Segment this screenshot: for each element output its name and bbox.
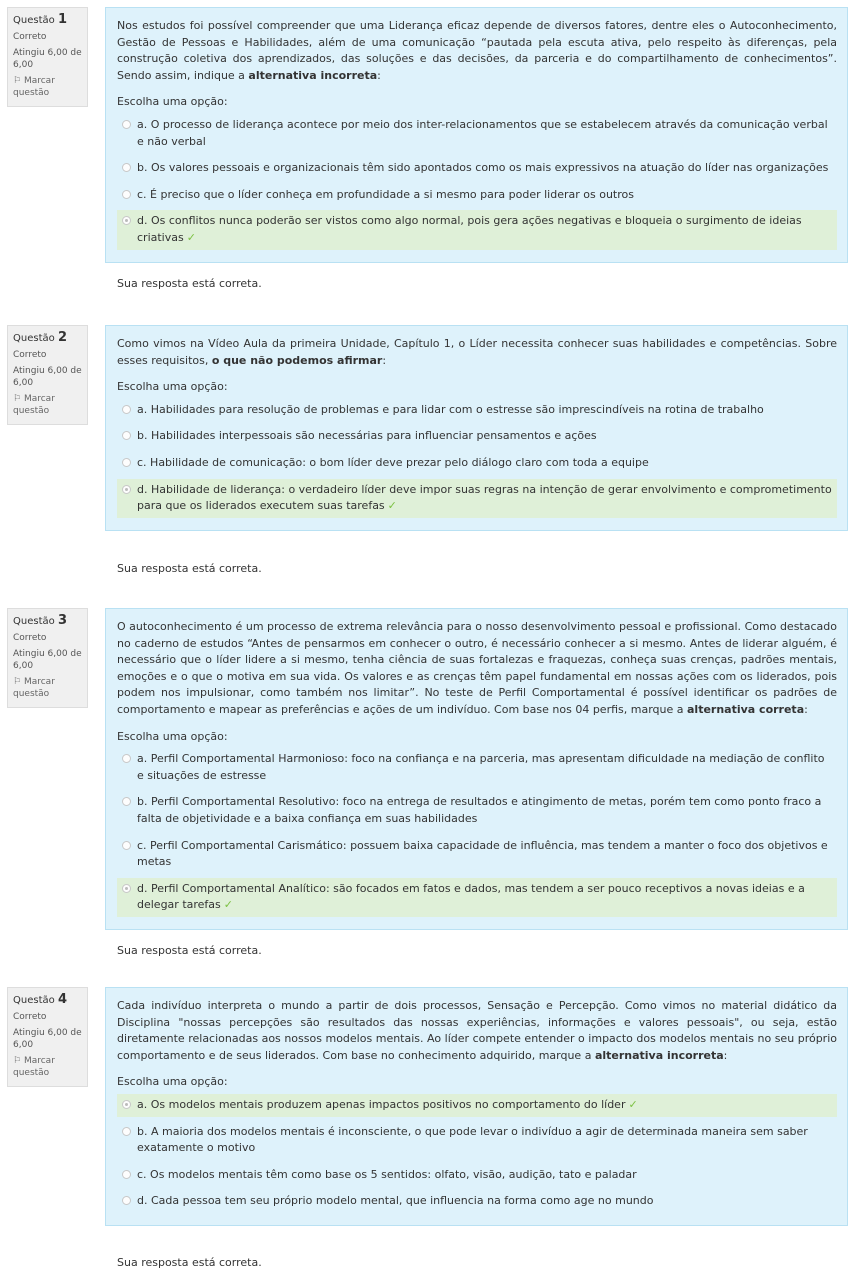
answer-option-a[interactable]: a. Os modelos mentais produzem apenas impactos positivos no comportamento do líder ✓	[117, 1094, 837, 1117]
radio-button[interactable]	[122, 458, 131, 467]
question-formulation	[105, 7, 848, 263]
radio-button[interactable]	[122, 190, 131, 199]
flag-icon: ⚐	[13, 394, 22, 404]
radio-button[interactable]	[122, 216, 131, 225]
answer-option-d[interactable]: d. Habilidade de liderança: o verdadeiro líder deve impor suas regras na intenção de gerar envolvimento e comprometimento para que os liderados executem suas tarefas ✓	[117, 479, 837, 518]
answer-option-b[interactable]: b. A maioria dos modelos mentais é inconsciente, o que pode levar o indivíduo a agir de determinada maneira sem saber exatamente o motivo	[117, 1121, 837, 1160]
feedback-text: Sua resposta está correta.	[117, 944, 262, 957]
radio-button[interactable]	[122, 1127, 131, 1136]
answer-option-a[interactable]: a. Perfil Comportamental Harmonioso: foco na confiança e na parceria, mas apresentam dificuldade na mediação de conflito e situações de estresse	[117, 748, 837, 787]
answer-option-b[interactable]: b. Perfil Comportamental Resolutivo: foco na entrega de resultados e atingimento de metas, porém tem como ponto fraco a falta de objetividade e a baixa confiança em suas habilidades	[117, 791, 837, 830]
answer-option-c[interactable]: c. Perfil Comportamental Carismático: possuem baixa capacidade de influência, mas tendem a manter o foco dos objetivos e metas	[117, 835, 837, 874]
answer-option-d[interactable]: d. Os conflitos nunca poderão ser vistos como algo normal, pois gera ações negativas e bloqueia o surgimento de ideias criativas ✓	[117, 210, 837, 249]
radio-button[interactable]	[122, 1170, 131, 1179]
answer-option-c[interactable]: c. É preciso que o líder conheça em profundidade a si mesmo para poder liderar os outros	[117, 184, 837, 207]
question-state: Correto	[13, 633, 47, 643]
question-formulation	[105, 987, 848, 1226]
check-icon: ✓	[186, 230, 196, 244]
radio-button[interactable]	[122, 431, 131, 440]
question-state: Correto	[13, 1012, 47, 1022]
answer-option-d[interactable]: d. Perfil Comportamental Analítico: são focados em fatos e dados, mas tendem a ser pouco receptivos a novas ideias e a delegar tarefas ✓	[117, 878, 837, 917]
answer-option-d[interactable]: d. Cada pessoa tem seu próprio modelo mental, que influencia na forma como age no mundo	[117, 1190, 837, 1213]
question-number: Questão 2	[13, 330, 67, 345]
question-text: O autoconhecimento é um processo de extrema relevância para o nosso desenvolvimento pessoal e profissional. Como destacado no caderno de estudos “Antes de pensarmos em conhecer o outro, é necessário conhecer a si mesmo. Antes de liderar alguém, é necessário que o líder lidere a si mesmo, tenha ciência de suas fortalezas e fraquezas, conheça suas crenças, padrões mentais, emoções e o que o motiva em sua vida. Os valores e as crenças têm papel fundamental em nossas ações com os liderados, pois podem nos impulsionar, como também nos limitar”. No teste de Perfil Comportamental é possível identificar os padrões de comportamento e mapear as preferências e ações de um indivíduo. Com base nos 04 perfis, marque a alternativa correta:	[117, 620, 837, 716]
question-info	[7, 608, 88, 708]
radio-button[interactable]	[122, 841, 131, 850]
radio-button[interactable]	[122, 797, 131, 806]
question-state: Correto	[13, 32, 47, 42]
question-number: Questão 1	[13, 12, 67, 27]
question-text: Nos estudos foi possível compreender que uma Liderança eficaz depende de diversos fatores, dentre eles o Autoconhecimento, Gestão de Pessoas e Habilidades, além de uma comunicação “pautada pela escuta ativa, pelo respeito às diferenças, pela construção coletiva dos aprendizados, das soluções e das decisões, da parceria e do compartilhamento de conhecimentos”. Sendo assim, indique a alternativa incorreta:	[117, 19, 837, 82]
feedback-text: Sua resposta está correta.	[117, 1256, 262, 1269]
question-info	[7, 987, 88, 1087]
answer-option-b[interactable]: b. Habilidades interpessoais são necessárias para influenciar pensamentos e ações	[117, 425, 837, 448]
flag-question-link[interactable]: ⚐ Marcar questão	[13, 76, 55, 98]
question-formulation	[105, 325, 848, 531]
question-grade: Atingiu 6,00 de 6,00	[13, 48, 82, 70]
question-grade: Atingiu 6,00 de 6,00	[13, 366, 82, 388]
answer-option-c[interactable]: c. Habilidade de comunicação: o bom líder deve prezar pelo diálogo claro com toda a equipe	[117, 452, 837, 475]
flag-question-link[interactable]: ⚐ Marcar questão	[13, 677, 55, 699]
flag-icon: ⚐	[13, 677, 22, 687]
answer-prompt: Escolha uma opção:	[117, 1075, 228, 1089]
flag-question-link[interactable]: ⚐ Marcar questão	[13, 394, 55, 416]
radio-button[interactable]	[122, 1196, 131, 1205]
radio-button[interactable]	[122, 405, 131, 414]
question-info	[7, 7, 88, 107]
question-text: Cada indivíduo interpreta o mundo a partir de dois processos, Sensação e Percepção. Como vimos no material didático da Disciplina "nossas percepções são resultados das nossas experiências, informações e valores pessoais", ou seja, estão diretamente relacionadas aos nossos modelos mentais. Ao líder compete entender o impacto dos modelos mentais no seu próprio comportamento e de seus liderados. Com base no conhecimento adquirido, marque a alternativa incorreta:	[117, 999, 837, 1062]
answer-option-a[interactable]: a. Habilidades para resolução de problemas e para lidar com o estresse são imprescindíveis na rotina de trabalho	[117, 399, 837, 422]
question-info	[7, 325, 88, 425]
radio-button[interactable]	[122, 163, 131, 172]
question-number: Questão 4	[13, 992, 67, 1007]
answer-option-b[interactable]: b. Os valores pessoais e organizacionais têm sido apontados como os mais expressivos na atuação do líder nas organizações	[117, 157, 837, 180]
question-formulation	[105, 608, 848, 930]
question-text: Como vimos na Vídeo Aula da primeira Unidade, Capítulo 1, o Líder necessita conhecer suas habilidades e competências. Sobre esses requisitos, o que não podemos afirmar:	[117, 337, 837, 367]
radio-button[interactable]	[122, 120, 131, 129]
check-icon: ✓	[387, 499, 397, 513]
feedback-text: Sua resposta está correta.	[117, 277, 262, 290]
check-icon: ✓	[223, 898, 233, 912]
radio-button[interactable]	[122, 485, 131, 494]
flag-icon: ⚐	[13, 76, 22, 86]
question-number: Questão 3	[13, 613, 67, 628]
question-grade: Atingiu 6,00 de 6,00	[13, 649, 82, 671]
question-state: Correto	[13, 350, 47, 360]
check-icon: ✓	[628, 1097, 638, 1111]
answer-option-c[interactable]: c. Os modelos mentais têm como base os 5 sentidos: olfato, visão, audição, tato e paladar	[117, 1164, 837, 1187]
feedback-text: Sua resposta está correta.	[117, 562, 262, 575]
answer-option-a[interactable]: a. O processo de liderança acontece por meio dos inter-relacionamentos que se estabelecem através da comunicação verbal e não verbal	[117, 114, 837, 153]
answer-prompt: Escolha uma opção:	[117, 729, 228, 743]
question-grade: Atingiu 6,00 de 6,00	[13, 1028, 82, 1050]
radio-button[interactable]	[122, 1100, 131, 1109]
flag-icon: ⚐	[13, 1056, 22, 1066]
flag-question-link[interactable]: ⚐ Marcar questão	[13, 1056, 55, 1078]
radio-button[interactable]	[122, 884, 131, 893]
answer-prompt: Escolha uma opção:	[117, 95, 228, 109]
answer-prompt: Escolha uma opção:	[117, 380, 228, 394]
radio-button[interactable]	[122, 754, 131, 763]
